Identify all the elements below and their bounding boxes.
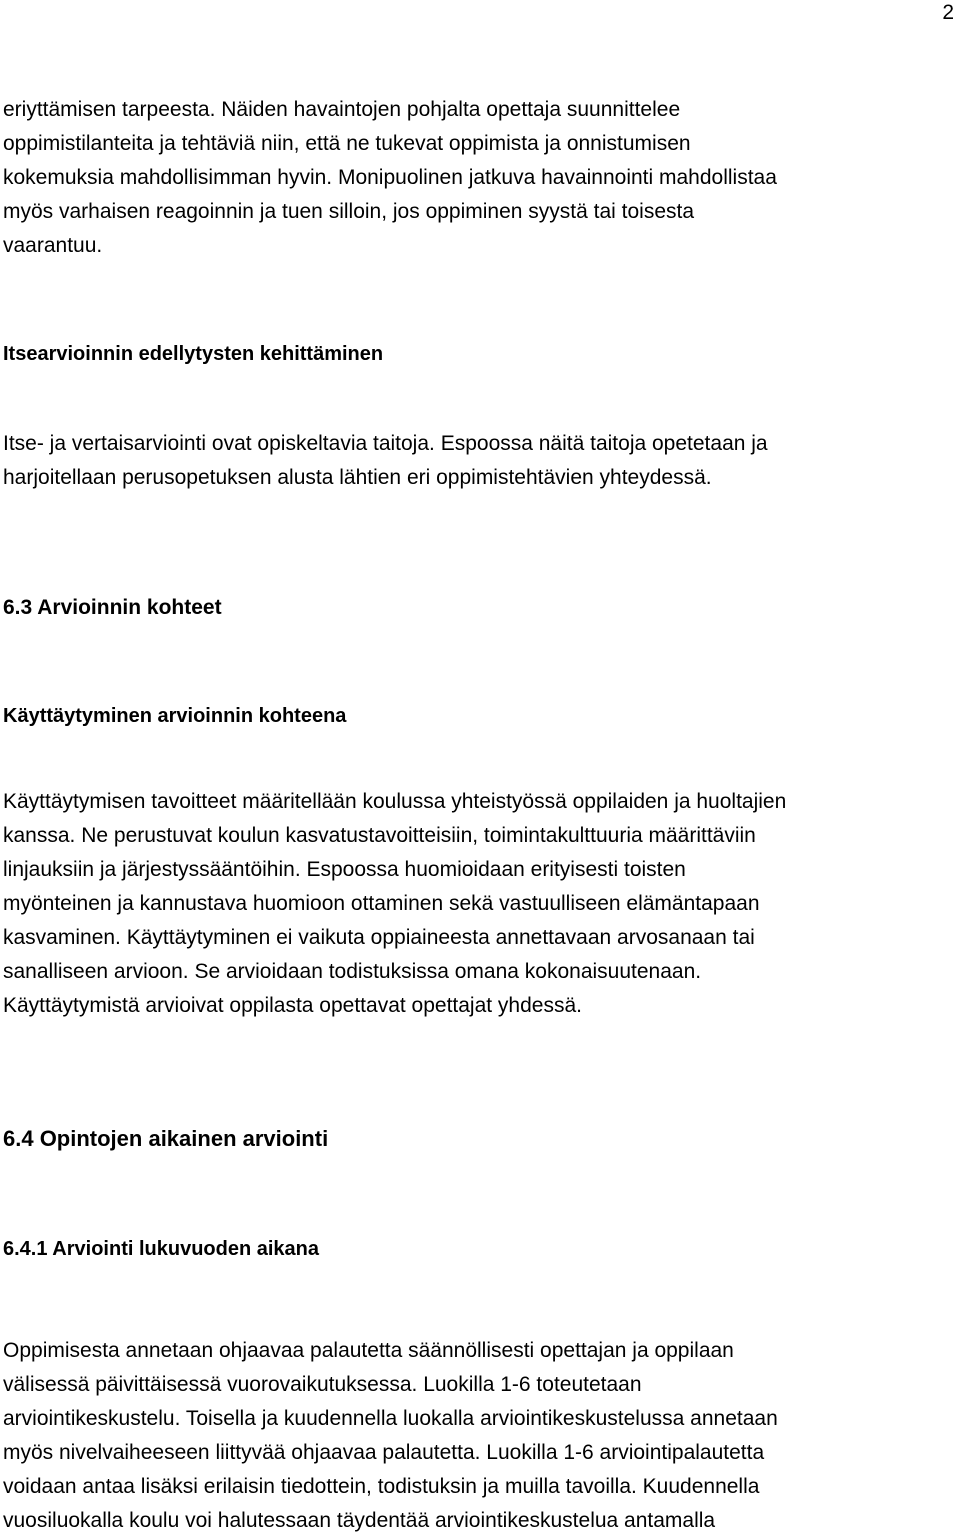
paragraph-line: linjauksiin ja järjestyssääntöihin. Espoossa huomioidaan erityisesti toisten [3,858,686,881]
paragraph-line: kokemuksia mahdollisimman hyvin. Monipuolinen jatkuva havainnointi mahdollistaa [3,166,777,189]
paragraph-line: sanalliseen arvioon. Se arvioidaan todistuksissa omana kokonaisuutenaan. [3,960,702,983]
behaviour-paragraph [3,785,953,1023]
paragraph-line: oppimistilanteita ja tehtäviä niin, että ne tukevat oppimista ja onnistumisen [3,132,691,155]
paragraph-line: Käyttäytymistä arvioivat oppilasta opettavat opettajat yhdessä. [3,994,582,1017]
paragraph-line: myönteinen ja kannustava huomioon ottaminen sekä vastuulliseen elämäntapaan [3,892,760,915]
paragraph-line: voidaan antaa lisäksi erilaisin tiedottein, todistuksin ja muilla tavoilla. Kuudennella [3,1475,760,1498]
paragraph-line: Oppimisesta annetaan ohjaavaa palautetta säännöllisesti opettajan ja oppilaan [3,1339,734,1362]
self-assessment-paragraph [3,427,953,495]
section-6-3-heading: 6.3 Arvioinnin kohteet [3,596,222,619]
paragraph-line: arviointikeskustelu. Toisella ja kuudennella luokalla arviointikeskustelussa annetaan [3,1407,778,1430]
paragraph-line: myös nivelvaiheeseen liittyvää ohjaavaa palautetta. Luokilla 1-6 arviointipalautetta [3,1441,765,1464]
page-number: 2 [942,1,954,24]
paragraph-line: kanssa. Ne perustuvat koulun kasvatustavoitteisiin, toimintakulttuuria määrittäviin [3,824,756,847]
section-6-4-1-heading: 6.4.1 Arviointi lukuvuoden aikana [3,1238,320,1260]
paragraph-line: myös varhaisen reagoinnin ja tuen silloin, jos oppiminen syystä tai toisesta [3,200,695,223]
year-assessment-paragraph [3,1334,953,1538]
paragraph-line: Itse- ja vertaisarviointi ovat opiskeltavia taitoja. Espoossa näitä taitoja opetetaan ja [3,432,768,455]
paragraph-line: välisessä päivittäisessä vuorovaikutuksessa. Luokilla 1-6 toteutetaan [3,1373,642,1396]
section-6-4-heading: 6.4 Opintojen aikainen arviointi [3,1126,329,1151]
paragraph-line: vuosiluokalla koulu voi halutessaan täydentää arviointikeskustelua antamalla [3,1509,716,1532]
paragraph-line: harjoitellaan perusopetuksen alusta lähtien eri oppimistehtävien yhteydessä. [3,466,712,489]
paragraph-line: vaarantuu. [3,234,103,257]
intro-paragraph [3,93,953,263]
paragraph-line: kasvaminen. Käyttäytyminen ei vaikuta oppiaineesta annettavaan arvosanaan tai [3,926,755,949]
paragraph-line: Käyttäytymisen tavoitteet määritellään koulussa yhteistyössä oppilaiden ja huoltajien [3,790,787,813]
self-assessment-heading: Itsearvioinnin edellytysten kehittäminen [3,343,384,365]
paragraph-line: eriyttämisen tarpeesta. Näiden havaintojen pohjalta opettaja suunnittelee [3,98,681,121]
behaviour-heading: Käyttäytyminen arvioinnin kohteena [3,705,347,727]
